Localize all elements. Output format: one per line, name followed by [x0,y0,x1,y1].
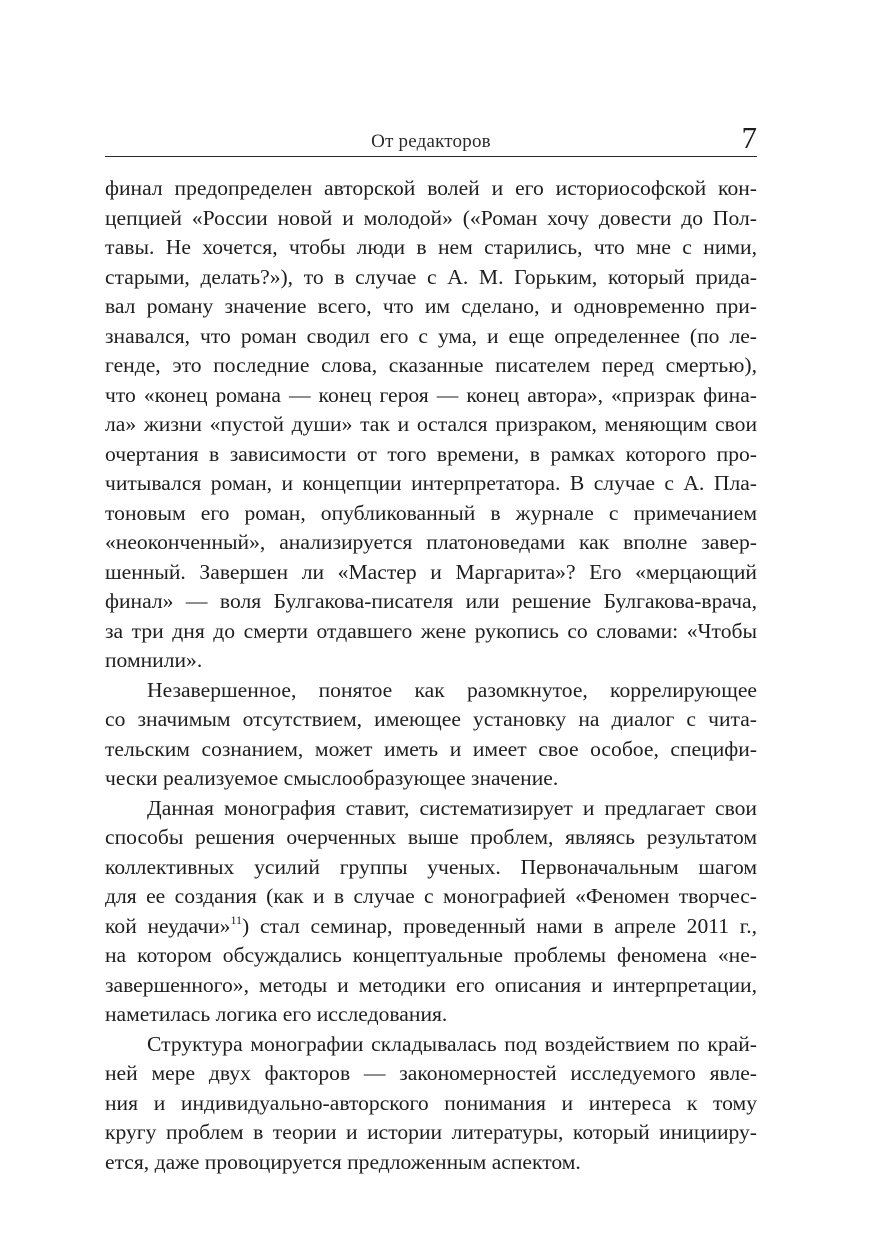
text-line: завершенного», методы и методики его описания и интерпретации, [105,972,757,997]
text-line: коллективных усилий группы ученых. Первоначальным шагом [105,854,757,879]
text-line: Незавершенное, понятое как разомкнутое, коррелирующее [147,677,757,702]
text-line: наметилась логика его исследования. [105,1002,448,1026]
text-line: ния и индивидуально-авторского понимания и интереса к тому [105,1090,757,1115]
book-page [105,0,757,1241]
text-line: ется, даже провоцируется предложенным аспектом. [105,1149,581,1174]
text-line: очертания в зависимости от того времени, в рамках которого про- [105,441,757,466]
paragraph-1 [105,174,757,676]
text-line: тавы. Не хочется, чтобы люди в нем старились, что мне с ними, [105,235,757,259]
text-line: читывался роман, и концепции интерпретатора. В случае с А. Пла- [105,471,757,495]
text-line: финал» — воля Булгакова-писателя или решение Булгакова-врача, [105,589,757,613]
text-line: финал предопределен авторской волей и его историософской кон- [105,176,757,200]
paragraph-4 [105,1030,757,1178]
body-text [105,174,757,1177]
text-line: шенный. Завершен ли «Мастер и Маргарита»? Его «мерцающий [105,559,757,584]
text-line: тельским сознанием, может иметь и имеет свое особое, специфи- [105,736,757,761]
running-title: От редакторов [371,131,491,152]
paragraph-3 [105,794,757,1030]
text-line: Данная монография ставит, систематизирует и предлагает свои [147,795,757,820]
text-line: со значимым отсутствием, имеющее установку на диалог с чита- [105,707,757,731]
text-line: старыми, делать?»), то в случае с А. М. Горьким, который прида- [105,264,757,289]
footnote-ref[interactable]: 11 [230,912,243,927]
text-line: знавался, что роман сводил его с ума, и еще определеннее (по ле- [105,323,757,348]
text-line: помнили». [105,648,203,672]
text-line: кругу проблем в теории и истории литературы, который иницииру- [105,1120,757,1144]
paragraph-2 [105,676,757,794]
text-line: для ее создания (как и в случае с монографией «Феномен творчес- [105,884,757,908]
text-line: за три дня до смерти отдавшего жене рукопись со словами: «Чтобы [105,618,757,643]
text-line: цепцией «России новой и молодой» («Роман хочу довести до Пол- [105,205,757,230]
page-number: 7 [741,120,757,155]
text-line: способы решения очерченных выше проблем, являясь результатом [105,825,757,849]
text-line: Структура монографии складывалась под воздействием по край- [147,1031,757,1056]
text-line-with-footnote [105,912,757,942]
text-line: ней мере двух факторов — закономерностей исследуемого явле- [105,1061,757,1085]
text-line: вал роману значение всего, что им сделано, и одновременно при- [105,294,757,318]
text-line: что «конец романа — конец героя — конец автора», «призрак фина- [105,382,757,407]
running-header [105,118,757,157]
text-line: генде, это последние слова, сказанные писателем перед смертью), [105,353,757,377]
text-line: тоновым его роман, опубликованный в журнале с примечанием [105,500,757,525]
text-line: «неоконченный», анализируется платоноведами как вполне завер- [105,530,757,554]
text-line: чески реализуемое смыслообразующее значение. [105,766,559,790]
text-line: на котором обсуждались концептуальные проблемы феномена «не- [105,943,757,967]
footnote-line-before: кой неудачи» [105,913,231,938]
footnote-line-after: ) стал семинар, проведенный нами в апреле 2011 г., [242,913,757,938]
text-line: ла» жизни «пустой души» так и остался призраком, меняющим свои [105,412,757,436]
